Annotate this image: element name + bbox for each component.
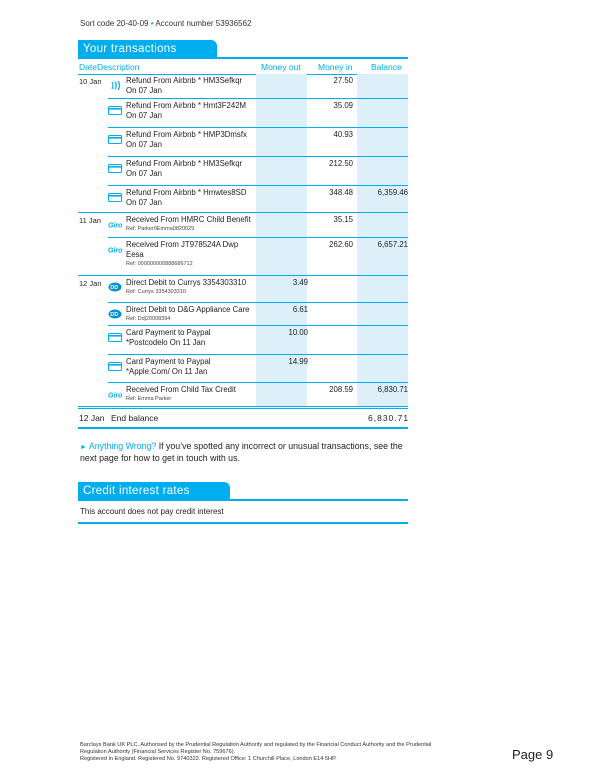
money-in-value: 40.93: [333, 130, 353, 139]
row-date: 10 Jan: [79, 77, 102, 86]
row-description: [126, 328, 266, 348]
table-row: [78, 238, 408, 276]
description-line: On 07 Jan: [126, 111, 162, 120]
sort-code: Sort code 20-40-09: [80, 19, 149, 28]
row-date: 11 Jan: [79, 216, 101, 225]
svg-text:DD: DD: [110, 312, 119, 319]
description-line: Received From Child Tax Credit: [126, 385, 236, 394]
col-balance: Balance: [371, 62, 402, 72]
row-description: [126, 159, 266, 179]
row-description: [126, 130, 266, 150]
money-in-value: 35.15: [333, 215, 353, 224]
money-in-value: 348.48: [329, 188, 353, 197]
footer-line: Barclays Bank UK PLC. Authorised by the Prudential Regulation Authority and regulated by the Financial Conduct Authority and the Prudential: [80, 742, 432, 748]
description-line: On 07 Jan: [126, 86, 162, 95]
card-icon: [108, 189, 122, 198]
transactions-title: Your transactions: [78, 40, 217, 58]
money-out-value: 6.61: [292, 305, 308, 314]
description-line: Refund From Airbnb * HM3Sefkqr: [126, 76, 243, 85]
description-line: Received From HMRC Child Benefit: [126, 215, 251, 224]
table-row: [78, 355, 408, 383]
row-description: [126, 305, 266, 323]
col-date: Date: [79, 62, 97, 72]
page-number: Page 9: [512, 747, 554, 762]
balance-value: 6,830.71: [377, 385, 408, 394]
end-label: End balance: [111, 413, 159, 423]
account-header: [80, 19, 251, 28]
row-reference: Ref: Ddj20008394: [126, 316, 171, 322]
description-line: On 07 Jan: [126, 140, 162, 149]
description-line: Direct Debit to D&G Appliance Care: [126, 305, 250, 314]
description-line: Card Payment to Paypal: [126, 328, 211, 337]
row-description: [126, 385, 266, 403]
interest-header: [78, 481, 408, 501]
arrow-right-icon: ►: [80, 444, 87, 451]
money-out-value: 10.00: [288, 328, 308, 337]
footer-line: Regulation Authority (Financial Services Register No. 759676).: [80, 749, 236, 755]
col-money-out: Money out: [261, 62, 301, 72]
description-line: Refund From Airbnb * Hmwtes8SD: [126, 188, 247, 197]
account-number: Account number 53936562: [155, 19, 252, 28]
row-description: [126, 357, 266, 377]
row-divider: [78, 406, 408, 407]
contactless-icon: [108, 77, 122, 86]
table-row: [78, 213, 408, 238]
col-money-in: Money in: [318, 62, 353, 72]
description-line: Refund From Airbnb * Hmt3F242M: [126, 101, 247, 110]
description-line: *Apple.Com/ On 11 Jan: [126, 367, 208, 376]
description-line: Refund From Airbnb * HM3Sefkqr: [126, 159, 243, 168]
table-row: [78, 383, 408, 407]
end-balance: 6,830.71: [368, 413, 410, 423]
col-description: Description: [97, 62, 140, 72]
description-line: Received From JT978524A Dwp: [126, 240, 239, 249]
balance-value: 6,359.46: [377, 188, 408, 197]
money-out-value: 14.99: [288, 357, 308, 366]
divider: [78, 522, 408, 524]
direct-debit-icon: [108, 279, 122, 292]
card-icon: [108, 329, 122, 338]
money-in-value: 208.59: [329, 385, 353, 394]
table-row: [78, 74, 408, 99]
table-row: [78, 326, 408, 355]
direct-debit-icon: [108, 306, 122, 319]
row-date: 12 Jan: [79, 279, 102, 288]
card-icon: [108, 102, 122, 111]
card-icon: [108, 160, 122, 169]
row-reference: Ref: Emma Parker: [126, 396, 172, 402]
table-row: [78, 186, 408, 213]
svg-text:Giro: Giro: [108, 247, 123, 254]
transactions-header: [78, 39, 408, 59]
description-line: Card Payment to Paypal: [126, 357, 211, 366]
description-line: *Postcodelo On 11 Jan: [126, 338, 206, 347]
money-in-value: 27.50: [333, 76, 353, 85]
separator-dot: •: [150, 19, 154, 28]
interest-text: This account does not pay credit interest: [80, 507, 224, 516]
row-description: [126, 76, 266, 96]
notice-text: If you’ve spotted any incorrect or unusual transactions, see the next page for how to get in touch with us.: [80, 441, 403, 463]
row-description: [126, 278, 266, 296]
row-description: [126, 188, 266, 208]
row-description: [126, 240, 266, 268]
description-line: On 07 Jan: [126, 198, 162, 207]
legal-footer: [80, 742, 480, 763]
svg-text:DD: DD: [110, 285, 119, 292]
balance-value: 6,657.21: [377, 240, 408, 249]
giro-icon: [108, 386, 123, 399]
row-description: [126, 215, 266, 233]
end-balance-row: [78, 408, 408, 429]
description-line: Direct Debit to Currys 3354303310: [126, 278, 247, 287]
table-row: [78, 99, 408, 128]
svg-text:Giro: Giro: [108, 392, 123, 399]
description-line: Eesa: [126, 250, 144, 259]
giro-icon: [108, 216, 123, 229]
giro-icon: [108, 241, 123, 254]
anything-wrong-link[interactable]: Anything Wrong?: [88, 441, 157, 451]
interest-title: Credit interest rates: [78, 482, 230, 500]
row-reference: Ref: Currys 3354303310: [126, 289, 186, 295]
card-icon: [108, 358, 122, 367]
row-reference: Ref: Parker0Emma0820029: [126, 226, 195, 232]
table-row: [78, 157, 408, 186]
row-description: [126, 101, 266, 121]
card-icon: [108, 131, 122, 140]
description-line: On 07 Jan: [126, 169, 162, 178]
money-out-value: 3.49: [292, 278, 308, 287]
money-in-value: 262.60: [329, 240, 353, 249]
description-line: Refund From Airbnb * HMP3Dmsfx: [126, 130, 247, 139]
table-row: [78, 303, 408, 326]
footer-line: Registered in England. Registered No. 9740322. Registered Office: 1 Churchill Place, London E14 5HP.: [80, 756, 337, 762]
table-row: [78, 128, 408, 157]
end-date: 12 Jan: [79, 413, 105, 423]
money-in-value: 35.09: [333, 101, 353, 110]
svg-text:Giro: Giro: [108, 222, 123, 229]
money-in-value: 212.50: [329, 159, 353, 168]
row-reference: Ref: 000000000888686712: [126, 261, 193, 267]
anything-wrong-notice: [80, 441, 410, 464]
table-row: [78, 276, 408, 303]
